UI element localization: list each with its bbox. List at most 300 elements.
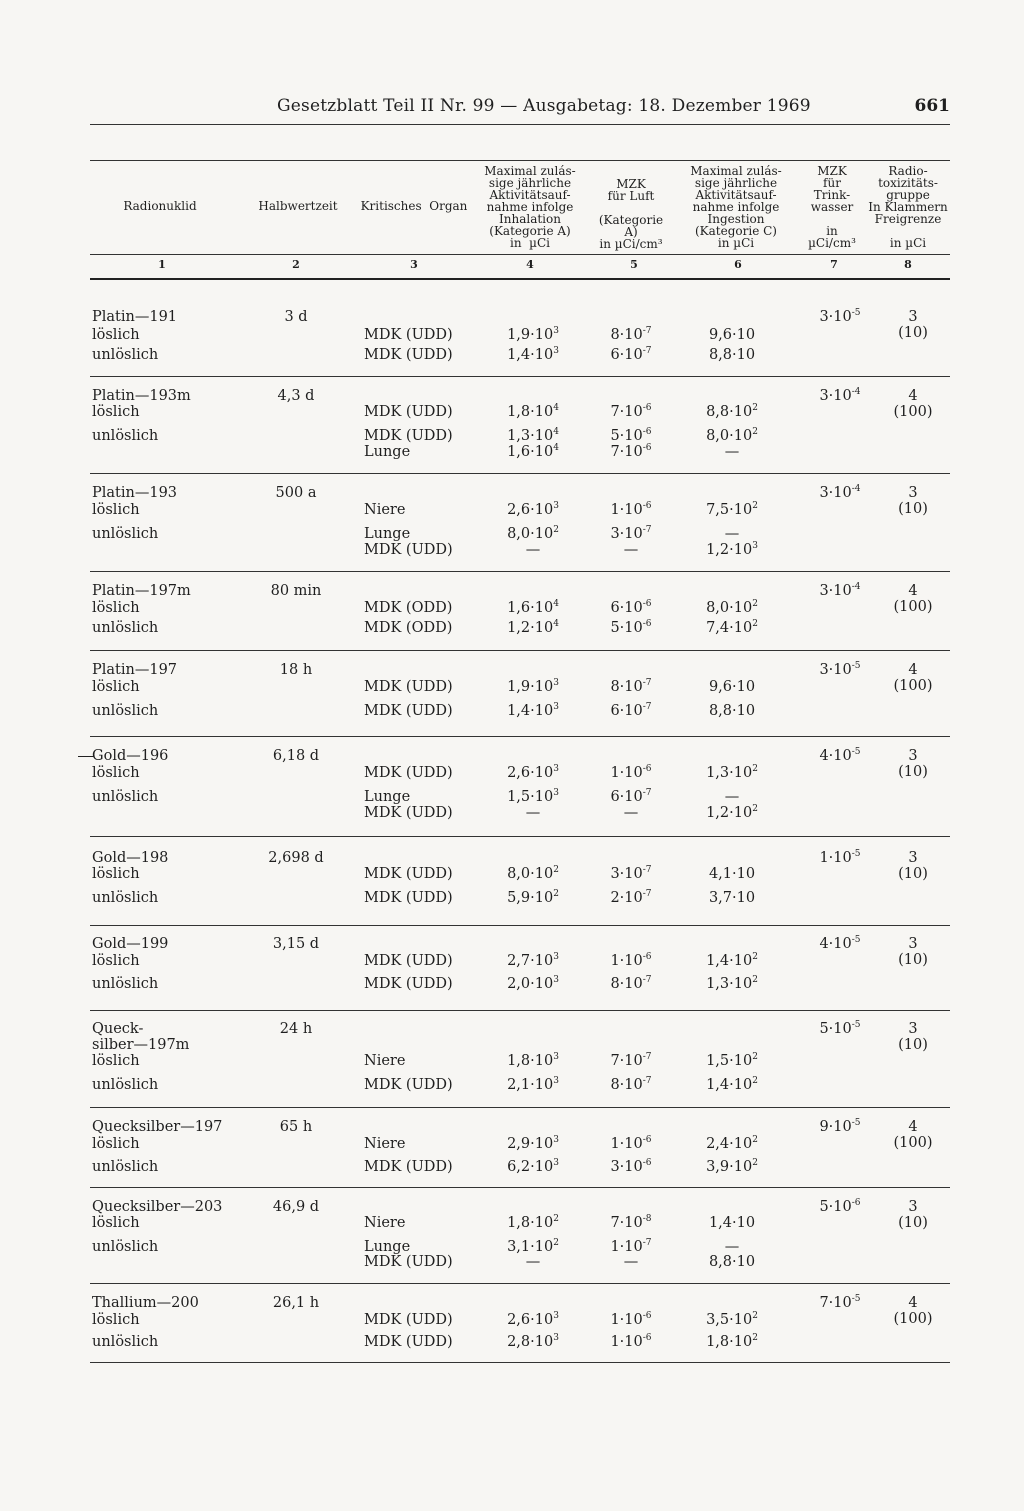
nuclide-name: silber—197m [92,1037,190,1053]
mzk-water-value [808,1119,872,1136]
inhalation-limit [498,502,568,519]
group-separator [90,650,950,651]
inhalation-limit [498,1334,568,1351]
mzk-water-text: $7\cdot 10^{-5}$ [819,1294,861,1311]
ingestion-limit [694,347,770,364]
critical-organ: MDK (UDD) [364,327,453,343]
nuclide-name: Gold—196 [92,748,169,764]
critical-organ: MDK (UDD) [364,1077,453,1093]
half-life: 3,15 d [272,936,320,952]
mzk-water-value [808,583,872,600]
critical-organ: MDK (UDD) [364,404,453,420]
mzk-air-text: $6\cdot 10^{-6}$ [610,599,652,616]
mzk-air-text: $1\cdot 10^{-6}$ [610,1333,652,1350]
mzk-water-text: $5\cdot 10^{-6}$ [819,1198,861,1215]
mzk-air-text: $7\cdot 10^{-6}$ [610,443,652,460]
ingestion-value: $2,4\cdot 10^2$ [706,1135,758,1152]
inhalation-limit [498,327,568,344]
inhalation-value: $2,0\cdot 10^3$ [507,975,559,992]
half-life: 2,698 d [268,850,324,866]
column-header-3: Kritisches Organ [360,199,468,213]
solubility-label: löslich [92,765,140,781]
mzk-water-value [808,1199,872,1216]
inhalation-limit [498,976,568,993]
solubility-label: unlöslich [92,526,159,542]
mzk-air-value [598,789,664,806]
ingestion-value: $7,4\cdot 10^2$ [706,619,758,636]
inhalation-value: $1,6\cdot 10^4$ [507,443,559,460]
column-number-2: 2 [292,258,300,271]
mzk-water-text: $3\cdot 10^{-4}$ [819,582,861,599]
inhalation-value: — [525,805,541,821]
half-life: 24 h [279,1021,313,1037]
mzk-water-value [808,850,872,867]
inhalation-limit [498,347,568,364]
column-header-5: MZK für Luft (Kategorie A) in µCi/cm³ [598,177,664,251]
critical-organ: Niere [364,1053,406,1069]
inhalation-value: $1,2\cdot 10^4$ [507,619,559,636]
mzk-air-value [598,542,664,559]
inhalation-value: — [525,1254,541,1270]
column-header-8: Radio- toxizitäts- gruppe In Klammern Freigrenze in µCi [868,164,948,250]
exemption-limit: (10) [898,501,928,517]
group-separator [90,836,950,837]
mzk-air-value [598,953,664,970]
mzk-air-value [598,428,664,445]
solubility-label: löslich [92,1136,140,1152]
solubility-label: löslich [92,502,140,518]
solubility-label: löslich [92,953,140,969]
exemption-limit: (10) [898,866,928,882]
critical-organ: MDK (UDD) [364,805,453,821]
mzk-air-value [598,404,664,421]
inhalation-limit [498,1312,568,1329]
mzk-water-value [808,1295,872,1312]
inhalation-value: $1,4\cdot 10^3$ [507,346,559,363]
column-header-7: MZK für Trink- wasser in µCi/cm³ [808,164,856,250]
inhalation-limit [498,765,568,782]
nuclide-name: Thallium—200 [92,1295,199,1311]
solubility-label: löslich [92,1312,140,1328]
ingestion-limit [694,542,770,559]
radiotoxicity-group: 4 [908,388,918,404]
inhalation-value: $2,6\cdot 10^3$ [507,1311,559,1328]
column-header-2: Halbwertzeit [258,199,338,213]
critical-organ: MDK (UDD) [364,428,453,444]
ingestion-value: 8,8·10 [708,703,756,719]
mzk-air-value [598,1254,664,1271]
ingestion-value: $8,0\cdot 10^2$ [706,599,758,616]
inhalation-value: $1,8\cdot 10^4$ [507,403,559,420]
solubility-label: löslich [92,1053,140,1069]
mzk-air-text: $5\cdot 10^{-6}$ [610,427,652,444]
solubility-label: unlöslich [92,976,159,992]
mzk-air-value [598,1136,664,1153]
mzk-water-text: $3\cdot 10^{-5}$ [819,308,861,325]
inhalation-value: $1,4\cdot 10^3$ [507,702,559,719]
mzk-water-value [808,1021,872,1038]
mzk-air-text: $6\cdot 10^{-7}$ [610,346,652,363]
inhalation-value: $8,0\cdot 10^2$ [507,525,559,542]
critical-organ: MDK (UDD) [364,765,453,781]
mzk-air-value [598,976,664,993]
critical-organ: Lunge [364,789,411,805]
critical-organ: Niere [364,1136,406,1152]
ingestion-value: 8,8·10 [708,347,756,363]
half-life: 6,18 d [272,748,320,764]
ingestion-value: $1,2\cdot 10^2$ [706,804,758,821]
ingestion-limit [694,703,770,720]
critical-organ: MDK (UDD) [364,1159,453,1175]
mzk-air-text: $8\cdot 10^{-7}$ [610,975,652,992]
ingestion-limit [694,1053,770,1070]
ingestion-value: $1,2\cdot 10^3$ [706,541,758,558]
exemption-limit: (100) [893,404,933,420]
column-header-6: Maximal zulás- sige jährliche Aktivitätsauf- nahme infolge Ingestion (Kategorie C) in µCi [690,164,782,250]
inhalation-limit [498,789,568,806]
column-number-8: 8 [904,258,912,271]
exemption-limit: (100) [893,678,933,694]
inhalation-value: $2,1\cdot 10^3$ [507,1076,559,1093]
mzk-air-value [598,600,664,617]
ingestion-value: — [724,444,740,460]
nuclide-name: Quecksilber—197 [92,1119,223,1135]
solubility-label: unlöslich [92,1239,159,1255]
ingestion-value: $3,5\cdot 10^2$ [706,1311,758,1328]
ingestion-value: $1,5\cdot 10^2$ [706,1052,758,1069]
half-life: 46,9 d [272,1199,320,1215]
mzk-air-value [598,805,664,822]
inhalation-limit [498,444,568,461]
mzk-air-text: $8\cdot 10^{-7}$ [610,326,652,343]
mzk-air-value [598,1053,664,1070]
inhalation-limit [498,404,568,421]
inhalation-limit [498,1053,568,1070]
mzk-air-text: $3\cdot 10^{-7}$ [610,865,652,882]
nuclide-name: Gold—199 [92,936,169,952]
radiotoxicity-group: 4 [908,1119,918,1135]
ingestion-value: $1,8\cdot 10^2$ [706,1333,758,1350]
inhalation-limit [498,953,568,970]
mzk-water-value [808,748,872,765]
mzk-air-text: $1\cdot 10^{-7}$ [610,1238,652,1255]
inhalation-limit [498,703,568,720]
page-number: 661 [914,96,950,116]
ingestion-limit [694,789,770,806]
ingestion-value: $7,5\cdot 10^2$ [706,501,758,518]
inhalation-value: $1,8\cdot 10^3$ [507,1052,559,1069]
radiotoxicity-group: 3 [908,1199,918,1215]
solubility-label: unlöslich [92,1334,159,1350]
nuclide-name: Platin—191 [92,309,178,325]
ingestion-limit [694,1136,770,1153]
mzk-air-text: $2\cdot 10^{-7}$ [610,889,652,906]
table-top-rule [90,160,950,161]
critical-organ: Niere [364,502,406,518]
ingestion-limit [694,1254,770,1271]
mzk-water-value [808,485,872,502]
ingestion-limit [694,1159,770,1176]
ingestion-limit [694,765,770,782]
half-life: 4,3 d [277,388,315,404]
inhalation-value: $2,7\cdot 10^3$ [507,952,559,969]
ingestion-value: $3,9\cdot 10^2$ [706,1158,758,1175]
ingestion-limit [694,428,770,445]
mzk-air-text: $3\cdot 10^{-6}$ [610,1158,652,1175]
mzk-air-text: $6\cdot 10^{-7}$ [610,788,652,805]
mzk-water-value [808,388,872,405]
mzk-air-value [598,1077,664,1094]
critical-organ: MDK (UDD) [364,1312,453,1328]
solubility-label: löslich [92,679,140,695]
solubility-label: unlöslich [92,1077,159,1093]
mzk-air-value [598,444,664,461]
inhalation-limit [498,679,568,696]
inhalation-value: $6,2\cdot 10^3$ [507,1158,559,1175]
inhalation-limit [498,1136,568,1153]
mzk-water-value [808,936,872,953]
ingestion-value: 9,6·10 [708,679,756,695]
critical-organ: Niere [364,1215,406,1231]
ingestion-limit [694,620,770,637]
nuclide-name: Platin—193m [92,388,191,404]
critical-organ: MDK (UDD) [364,347,453,363]
nuclide-name: Platin—193 [92,485,178,501]
solubility-label: unlöslich [92,789,159,805]
ingestion-limit [694,404,770,421]
ingestion-limit [694,866,770,883]
column-header-1: Radionuklid [123,199,197,213]
ingestion-limit [694,327,770,344]
ingestion-value: $8,0\cdot 10^2$ [706,427,758,444]
critical-organ: Lunge [364,1239,411,1255]
mzk-air-text: $1\cdot 10^{-6}$ [610,1311,652,1328]
mzk-water-text: $4\cdot 10^{-5}$ [819,747,861,764]
ingestion-value: 3,7·10 [708,890,756,906]
radiotoxicity-group: 4 [908,583,918,599]
radiotoxicity-group: 3 [908,309,918,325]
inhalation-limit [498,1215,568,1232]
ingestion-limit [694,526,770,543]
mzk-air-value [598,526,664,543]
half-life: 65 h [279,1119,313,1135]
mzk-air-text: $5\cdot 10^{-6}$ [610,619,652,636]
ingestion-limit [694,1077,770,1094]
mzk-water-value [808,309,872,326]
group-separator [90,473,950,474]
column-number-5: 5 [630,258,638,271]
ingestion-value: 4,1·10 [708,866,756,882]
radiotoxicity-group: 3 [908,850,918,866]
solubility-label: unlöslich [92,703,159,719]
ingestion-value: $8,8\cdot 10^2$ [706,403,758,420]
inhalation-value: $1,5\cdot 10^3$ [507,788,559,805]
ingestion-limit [694,600,770,617]
solubility-label: löslich [92,327,140,343]
exemption-limit: (100) [893,599,933,615]
ingestion-value: $1,3\cdot 10^2$ [706,764,758,781]
mzk-water-text: $3\cdot 10^{-5}$ [819,661,861,678]
exemption-limit: (10) [898,764,928,780]
inhalation-value: $1,6\cdot 10^4$ [507,599,559,616]
mzk-air-value [598,1159,664,1176]
ingestion-limit [694,805,770,822]
critical-organ: Lunge [364,526,411,542]
mzk-air-value [598,502,664,519]
exemption-limit: (100) [893,1135,933,1151]
nuclide-name: Queck- [92,1021,144,1037]
solubility-label: unlöslich [92,1159,159,1175]
solubility-label: löslich [92,404,140,420]
exemption-limit: (10) [898,952,928,968]
nuclide-name: Platin—197m [92,583,191,599]
group-separator [90,571,950,572]
mzk-air-value [598,866,664,883]
radiotoxicity-group: 4 [908,1295,918,1311]
mzk-air-text: $1\cdot 10^{-6}$ [610,764,652,781]
mzk-water-text: $3\cdot 10^{-4}$ [819,387,861,404]
inhalation-limit [498,890,568,907]
ingestion-value: — [724,789,740,805]
radiotoxicity-group: 3 [908,485,918,501]
ingestion-limit [694,1334,770,1351]
inhalation-limit [498,1159,568,1176]
ingestion-limit [694,1312,770,1329]
inhalation-limit [498,542,568,559]
ingestion-limit [694,890,770,907]
solubility-label: unlöslich [92,428,159,444]
solubility-label: löslich [92,600,140,616]
ingestion-value: $1,4\cdot 10^2$ [706,952,758,969]
group-separator [90,1283,950,1284]
inhalation-limit [498,620,568,637]
inhalation-value: $2,9\cdot 10^3$ [507,1135,559,1152]
mzk-air-value [598,1312,664,1329]
mzk-water-text: $1\cdot 10^{-5}$ [819,849,861,866]
exemption-limit: (10) [898,1037,928,1053]
mzk-air-text: $1\cdot 10^{-6}$ [610,501,652,518]
ingestion-value: — [724,526,740,542]
radiotoxicity-group: 3 [908,748,918,764]
solubility-label: unlöslich [92,347,159,363]
mzk-air-text: — [623,1254,639,1270]
mzk-air-value [598,327,664,344]
inhalation-value: $1,9\cdot 10^3$ [507,326,559,343]
mzk-air-value [598,1215,664,1232]
radiotoxicity-group: 3 [908,1021,918,1037]
column-number-4: 4 [526,258,534,271]
critical-organ: MDK (UDD) [364,976,453,992]
ingestion-limit [694,976,770,993]
group-separator [90,1362,950,1363]
mzk-air-text: $7\cdot 10^{-8}$ [610,1214,652,1231]
ingestion-limit [694,1215,770,1232]
mzk-water-text: $3\cdot 10^{-4}$ [819,484,861,501]
mzk-air-value [598,890,664,907]
group-separator [90,376,950,377]
ingestion-value: — [724,1239,740,1255]
gazette-title: Gesetzblatt Teil II Nr. 99 — Ausgabetag: 18. Dezember 1969 [277,96,811,116]
mzk-air-text: $8\cdot 10^{-7}$ [610,678,652,695]
inhalation-value: $2,6\cdot 10^3$ [507,501,559,518]
solubility-label: löslich [92,866,140,882]
critical-organ: MDK (UDD) [364,866,453,882]
inhalation-value: $2,6\cdot 10^3$ [507,764,559,781]
critical-organ: MDK (UDD) [364,1254,453,1270]
half-life: 3 d [284,309,308,325]
column-header-4: Maximal zulás- sige jährliche Aktivitätsauf- nahme infolge Inhalation (Kategorie A) in µCi [484,164,576,250]
mzk-water-value [808,662,872,679]
group-separator [90,1010,950,1011]
mzk-air-value [598,765,664,782]
column-number-rule [90,278,950,280]
exemption-limit: (100) [893,1311,933,1327]
ingestion-value: $1,4\cdot 10^2$ [706,1076,758,1093]
ingestion-value: 8,8·10 [708,1254,756,1270]
ingestion-limit [694,502,770,519]
critical-organ: MDK (ODD) [364,620,453,636]
inhalation-value: $1,8\cdot 10^2$ [507,1214,559,1231]
mzk-air-text: $8\cdot 10^{-7}$ [610,1076,652,1093]
page-header [90,94,950,125]
mzk-water-text: $9\cdot 10^{-5}$ [819,1118,861,1135]
half-life: 26,1 h [272,1295,320,1311]
column-number-1: 1 [158,258,166,271]
nuclide-name: Quecksilber—203 [92,1199,223,1215]
radiotoxicity-group: 4 [908,662,918,678]
critical-organ: MDK (UDD) [364,703,453,719]
solubility-label: löslich [92,1215,140,1231]
mzk-air-text: $3\cdot 10^{-7}$ [610,525,652,542]
mzk-air-text: $6\cdot 10^{-7}$ [610,702,652,719]
half-life: 18 h [279,662,313,678]
mzk-air-text: — [623,542,639,558]
inhalation-value: $8,0\cdot 10^2$ [507,865,559,882]
inhalation-limit [498,526,568,543]
exemption-limit: (10) [898,1215,928,1231]
mzk-air-value [598,679,664,696]
column-number-6: 6 [734,258,742,271]
mzk-air-value [598,703,664,720]
inhalation-value: — [525,542,541,558]
mzk-air-text: $1\cdot 10^{-6}$ [610,952,652,969]
critical-organ: MDK (UDD) [364,890,453,906]
mzk-air-value [598,1334,664,1351]
header-rule [90,254,950,255]
solubility-label: unlöslich [92,890,159,906]
solubility-label: unlöslich [92,620,159,636]
mzk-air-value [598,347,664,364]
ingestion-limit [694,679,770,696]
ingestion-limit [694,444,770,461]
inhalation-value: $1,9\cdot 10^3$ [507,678,559,695]
ingestion-value: $1,3\cdot 10^2$ [706,975,758,992]
inhalation-value: $5,9\cdot 10^2$ [507,889,559,906]
mzk-air-text: $1\cdot 10^{-6}$ [610,1135,652,1152]
group-separator [90,1187,950,1188]
mzk-water-text: $5\cdot 10^{-5}$ [819,1020,861,1037]
column-number-7: 7 [830,258,838,271]
inhalation-limit [498,600,568,617]
column-number-3: 3 [410,258,418,271]
group-separator [90,1107,950,1108]
inhalation-limit [498,805,568,822]
critical-organ: MDK (UDD) [364,679,453,695]
critical-organ: Lunge [364,444,411,460]
inhalation-value: $3,1\cdot 10^2$ [507,1238,559,1255]
mzk-air-text: $7\cdot 10^{-7}$ [610,1052,652,1069]
half-life: 80 min [270,583,322,599]
